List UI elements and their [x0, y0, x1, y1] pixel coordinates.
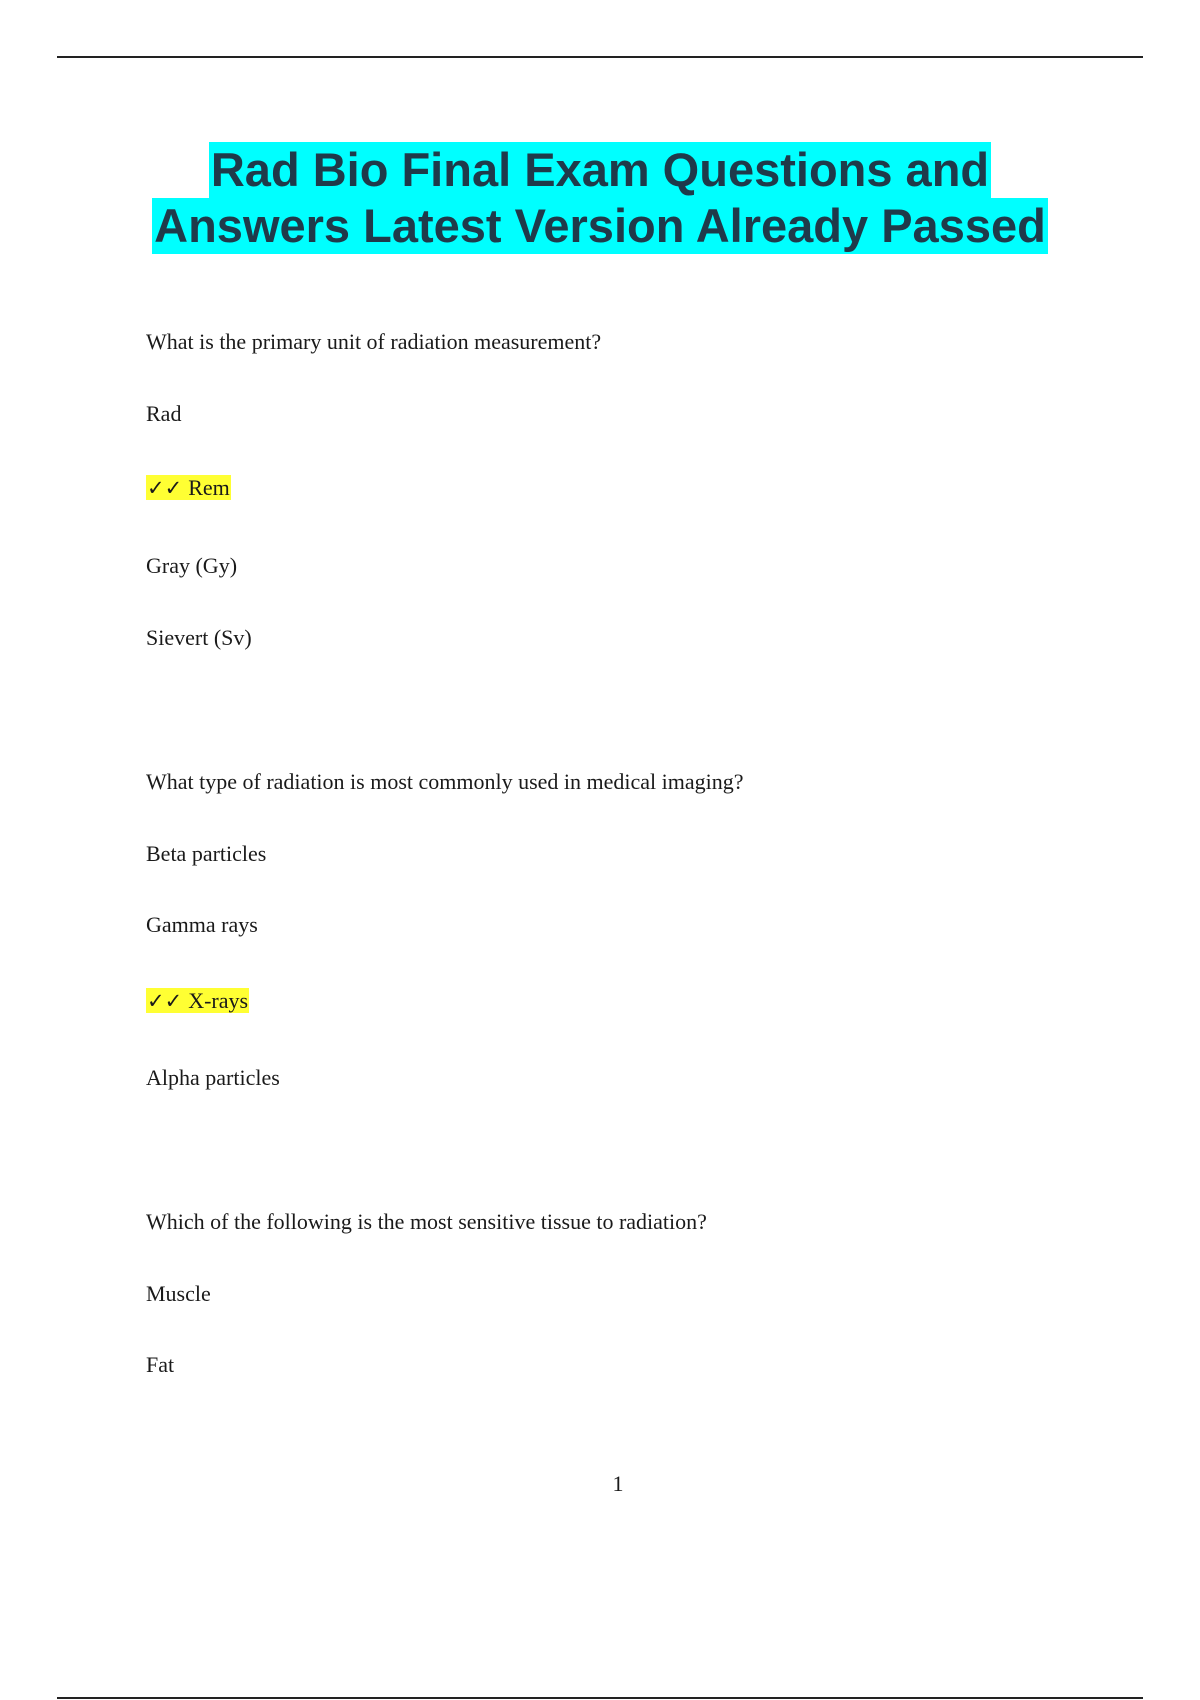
- answer-option: Sievert (Sv): [146, 625, 252, 650]
- double-check-icon: ✓✓: [147, 989, 183, 1013]
- answer-option: Fat: [146, 1352, 175, 1377]
- correct-answer-highlight: [146, 988, 249, 1013]
- question-text: What is the primary unit of radiation measurement?: [146, 329, 602, 354]
- title-line-2: Answers Latest Version Already Passed: [154, 199, 1046, 252]
- answer-option: Muscle: [146, 1281, 211, 1306]
- correct-answer-option: [146, 474, 231, 502]
- answer-option: Beta particles: [146, 841, 267, 866]
- answer-option: Gray (Gy): [146, 553, 238, 578]
- document-title: [0, 142, 1200, 254]
- answer-option: Alpha particles: [146, 1065, 280, 1090]
- page-number: 1: [612, 1471, 624, 1496]
- answer-option-label: X-rays: [188, 988, 249, 1013]
- correct-answer-option: [146, 987, 249, 1015]
- top-rule: [57, 56, 1143, 58]
- answer-option-label: Rem: [188, 475, 230, 500]
- correct-answer-highlight: [146, 475, 231, 500]
- answer-option: Gamma rays: [146, 912, 258, 937]
- question-text: Which of the following is the most sensitive tissue to radiation?: [146, 1209, 707, 1234]
- double-check-icon: ✓✓: [147, 476, 183, 500]
- answer-option: Rad: [146, 401, 182, 426]
- bottom-rule: [57, 1697, 1143, 1699]
- question-text: What type of radiation is most commonly used in medical imaging?: [146, 769, 744, 794]
- title-line-1: Rad Bio Final Exam Questions and: [210, 143, 990, 196]
